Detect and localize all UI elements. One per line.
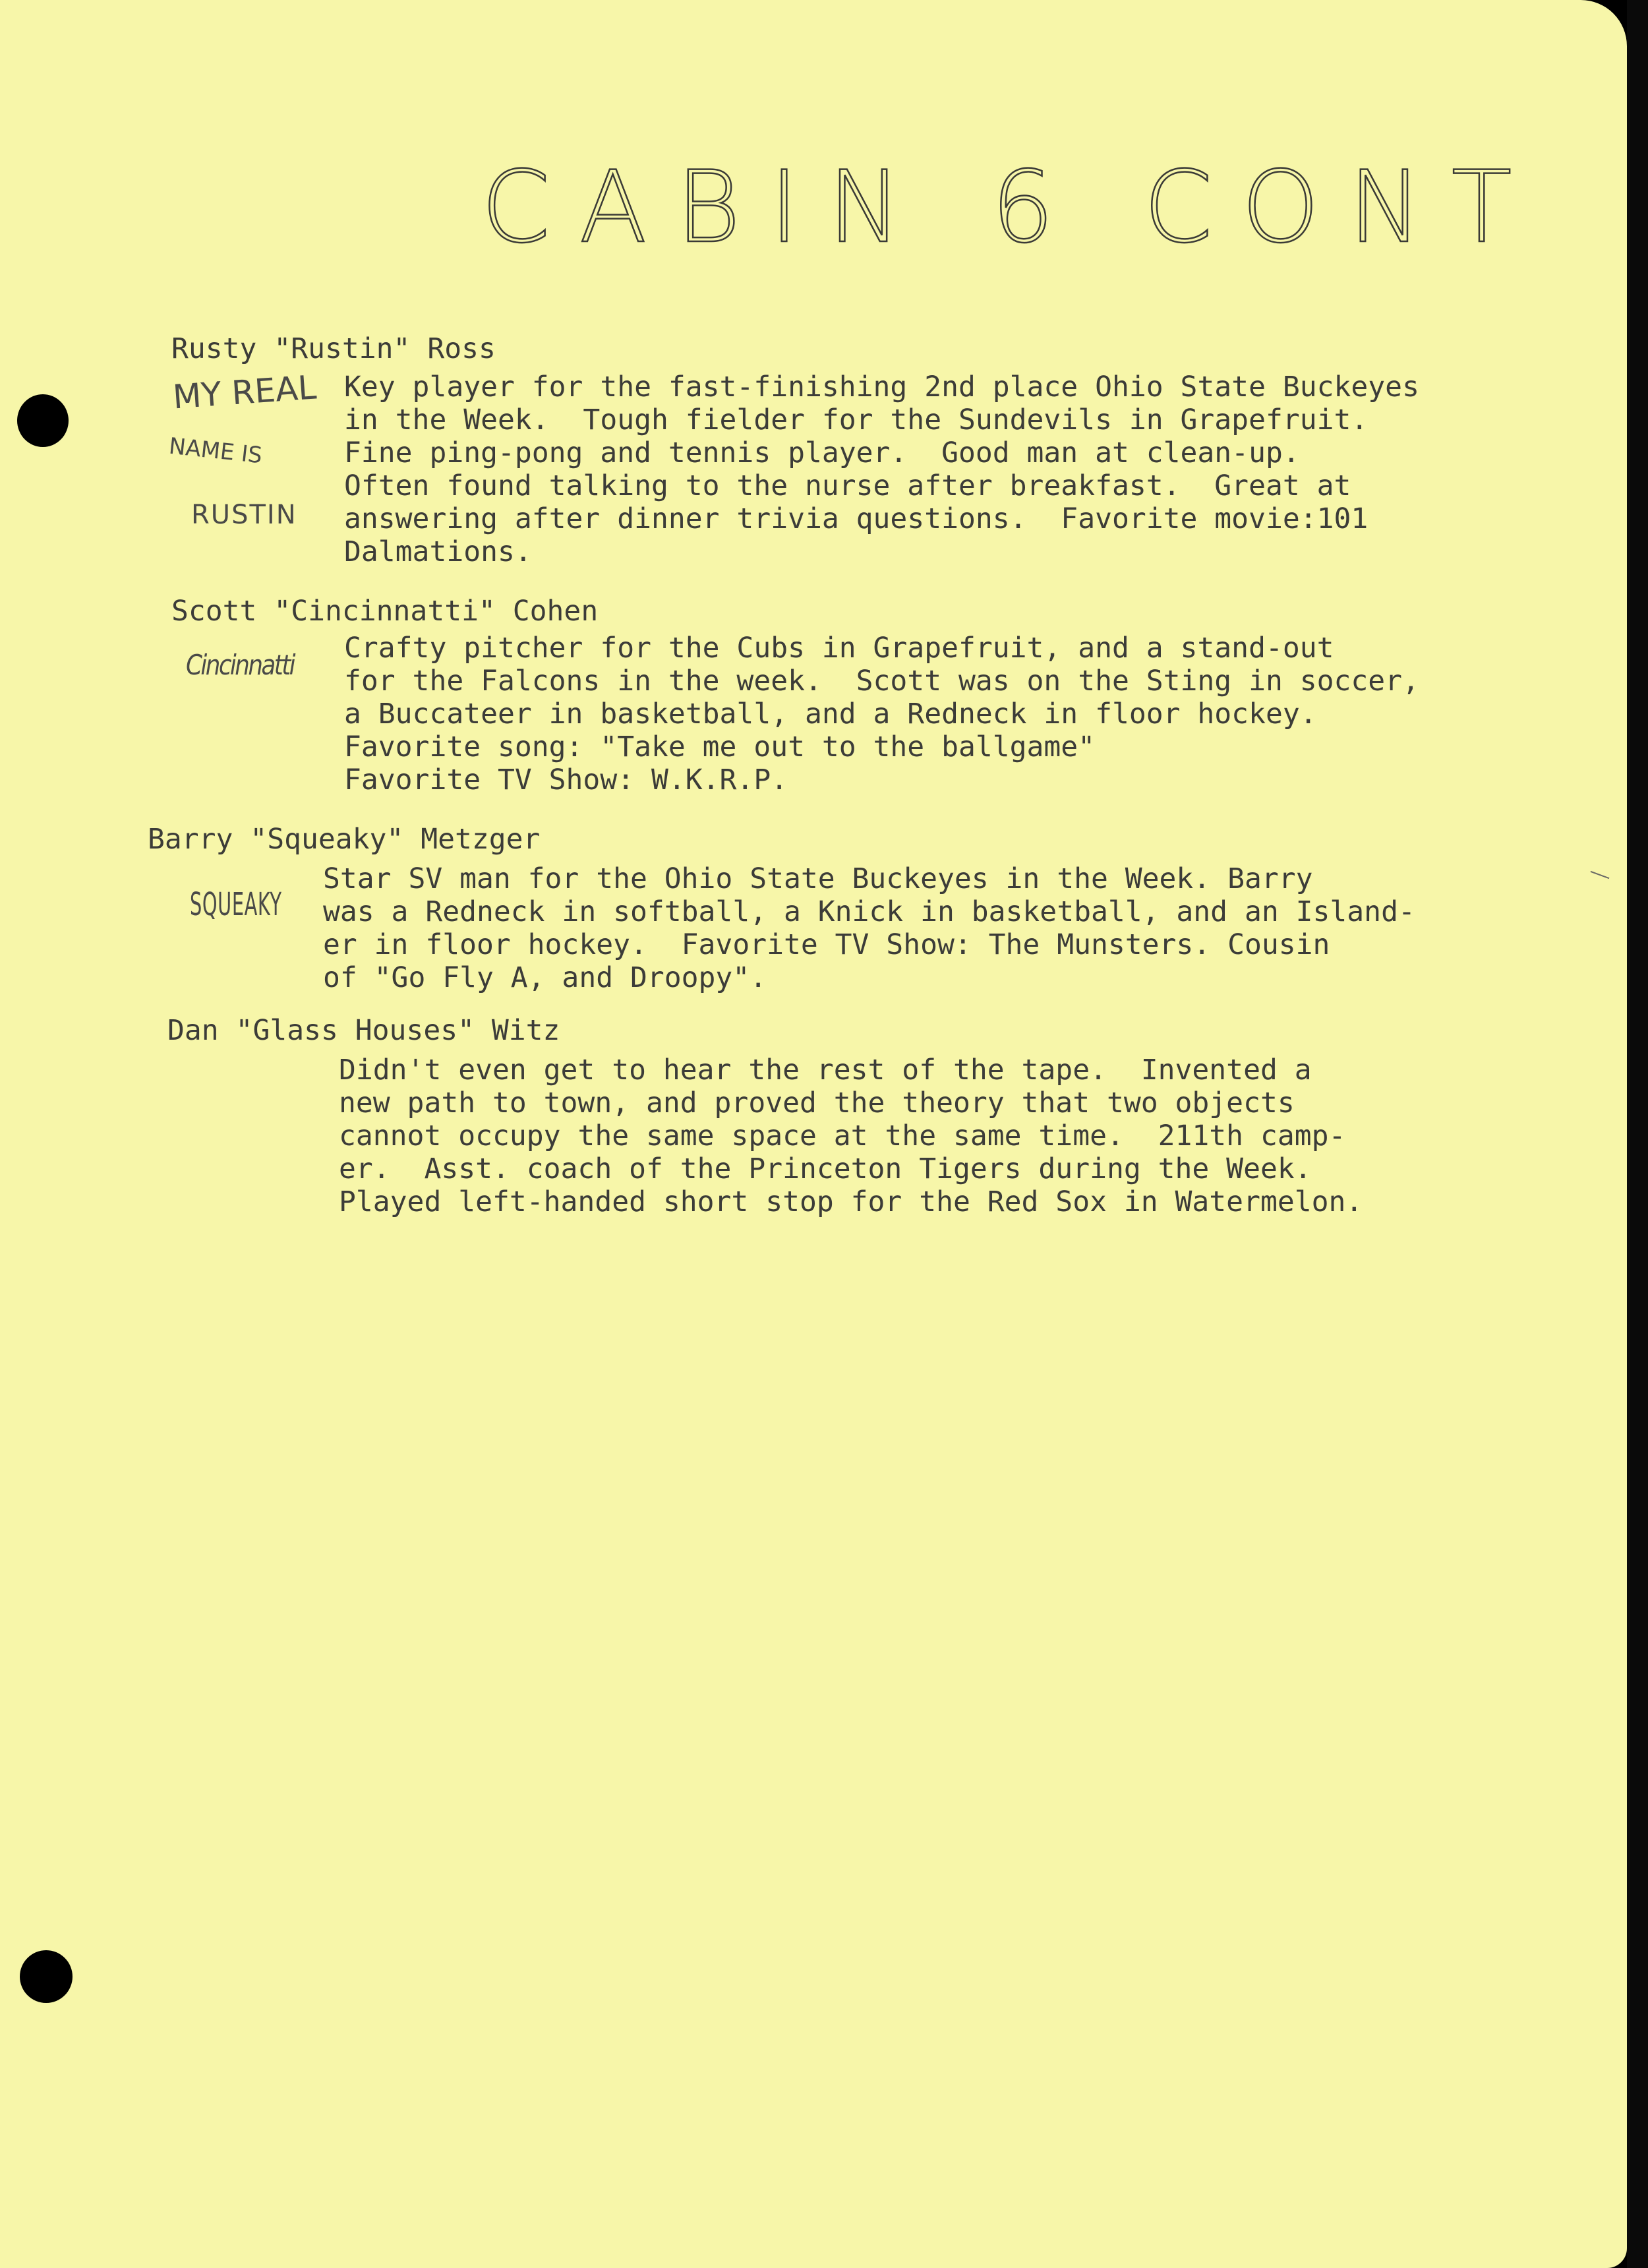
bio-line: er in floor hockey. Favorite TV Show: The Munsters. Cousin xyxy=(323,928,1330,961)
bio-line: answering after dinner trivia questions. Favorite movie:101 xyxy=(344,502,1368,535)
bio-line: Often found talking to the nurse after breakfast. Great at xyxy=(344,469,1351,502)
camper-bio xyxy=(344,632,1419,796)
handwritten-note: MY REAL xyxy=(171,368,318,417)
bio-line: Played left-handed short stop for the Red Sox in Watermelon. xyxy=(339,1185,1363,1218)
handwritten-note: Cincinnatti xyxy=(186,649,295,681)
bio-line: Favorite song: "Take me out to the ballgame" xyxy=(344,731,1096,763)
camper-bio xyxy=(323,862,1415,994)
bio-line: of "Go Fly A, and Droopy". xyxy=(323,961,767,994)
handwritten-note: NAME IS xyxy=(167,433,264,469)
bio-line: a Buccateer in basketball, and a Redneck in floor hockey. xyxy=(344,698,1317,731)
scan-edge xyxy=(1627,0,1648,2268)
bio-line: for the Falcons in the week. Scott was on the Sting in soccer, xyxy=(344,665,1419,698)
bio-line: Didn't even get to hear the rest of the tape. Invented a xyxy=(339,1054,1312,1087)
camper-bio xyxy=(344,371,1419,568)
bio-line: Favorite TV Show: W.K.R.P. xyxy=(344,763,788,796)
page-title: CABIN 6 CONT xyxy=(481,150,1541,265)
handwritten-note: SQUEAKY xyxy=(190,886,282,923)
camper-name: Dan "Glass Houses" Witz xyxy=(167,1014,560,1047)
bio-line: Crafty pitcher for the Cubs in Grapefruit, and a stand-out xyxy=(344,632,1334,665)
bio-line: in the Week. Tough fielder for the Sundevils in Grapefruit. xyxy=(344,403,1368,436)
camper-name: Rusty "Rustin" Ross xyxy=(171,332,496,365)
camper-name: Barry "Squeaky" Metzger xyxy=(148,823,541,856)
handwritten-note: RUSTIN xyxy=(191,500,297,530)
bio-line: cannot occupy the same space at the same time. 211th camp- xyxy=(339,1119,1346,1152)
bio-line: Dalmations. xyxy=(344,535,532,568)
pen-mark xyxy=(1591,871,1610,879)
bio-line: was a Redneck in softball, a Knick in basketball, and an Island- xyxy=(323,895,1415,928)
camper-bio xyxy=(339,1054,1363,1218)
punch-hole-top xyxy=(17,394,69,447)
camper-name: Scott "Cincinnatti" Cohen xyxy=(171,595,599,628)
bio-line: er. Asst. coach of the Princeton Tigers during the Week. xyxy=(339,1152,1312,1185)
punch-hole-bottom xyxy=(20,1950,73,2003)
bio-line: new path to town, and proved the theory that two objects xyxy=(339,1087,1295,1119)
bio-line: Fine ping-pong and tennis player. Good man at clean-up. xyxy=(344,436,1300,469)
bio-line: Star SV man for the Ohio State Buckeyes in the Week. Barry xyxy=(323,862,1313,895)
bio-line: Key player for the fast-finishing 2nd place Ohio State Buckeyes xyxy=(344,371,1419,403)
